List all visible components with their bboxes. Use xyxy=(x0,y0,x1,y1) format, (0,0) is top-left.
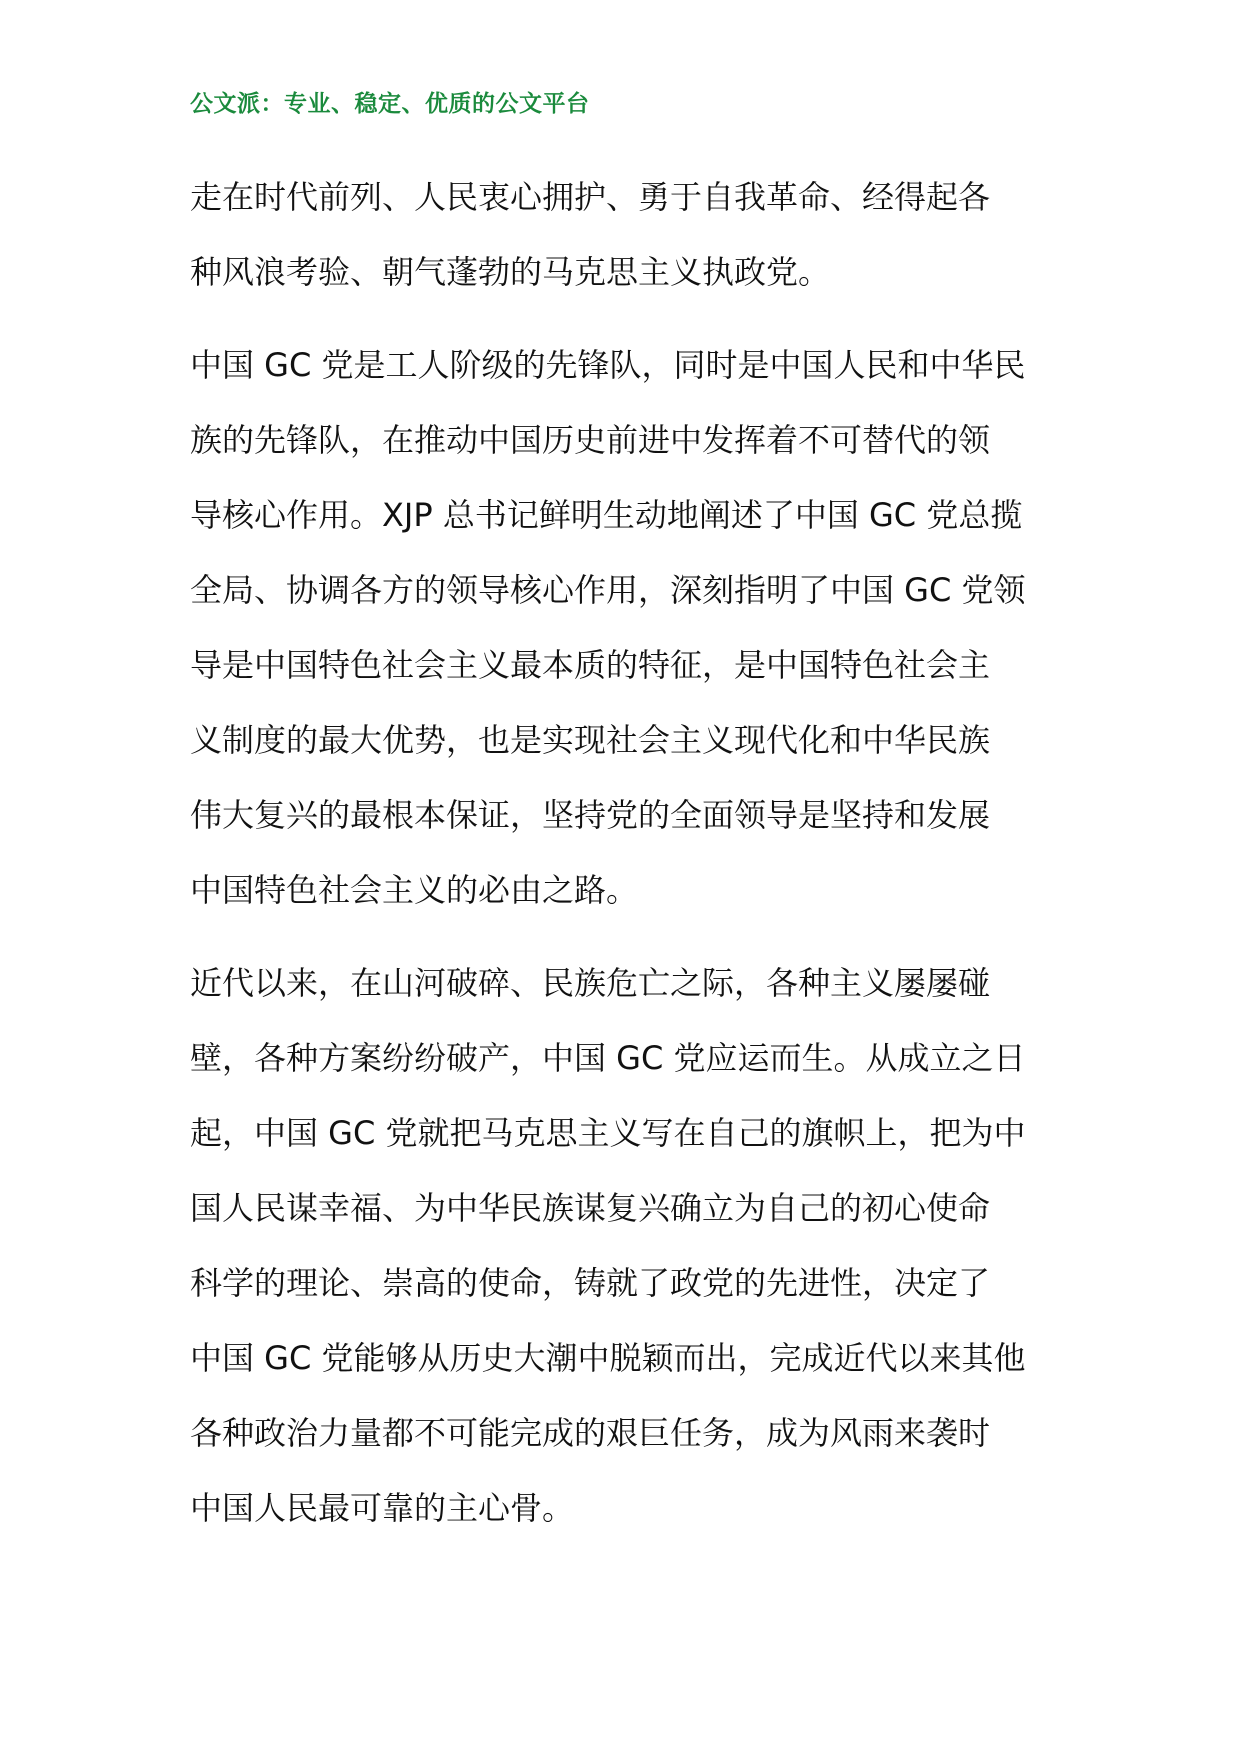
text-line: 走在时代前列、人民衷心拥护、勇于自我革命、经得起各 xyxy=(190,178,991,216)
text-line: 中国 GC 党能够从历史大潮中脱颖而出，完成近代以来其他 xyxy=(190,1339,1026,1377)
text-line: 中国 GC 党是工人阶级的先锋队，同时是中国人民和中华民 xyxy=(190,346,1026,384)
paragraph-2 xyxy=(190,328,1060,928)
text-line: 壁，各种方案纷纷破产，中国 GC 党应运而生。从成立之日 xyxy=(190,1039,1026,1077)
text-line: 导核心作用。XJP 总书记鲜明生动地阐述了中国 GC 党总揽 xyxy=(190,496,1023,534)
text-line: 种风浪考验、朝气蓬勃的马克思主义执政党。 xyxy=(190,253,831,291)
header-title: 公文派：专业、稳定、优质的公文平台 xyxy=(190,90,590,117)
text-line: 全局、协调各方的领导核心作用，深刻指明了中国 GC 党领 xyxy=(190,571,1026,609)
text-line: 伟大复兴的最根本保证，坚持党的全面领导是坚持和发展 xyxy=(190,796,991,834)
text-line: 国人民谋幸福、为中华民族谋复兴确立为自己的初心使命 xyxy=(190,1189,991,1227)
paragraph-1 xyxy=(190,160,1060,310)
text-line: 各种政治力量都不可能完成的艰巨任务，成为风雨来袭时 xyxy=(190,1414,991,1452)
text-line: 族的先锋队，在推动中国历史前进中发挥着不可替代的领 xyxy=(190,421,991,459)
text-line: 科学的理论、崇高的使命，铸就了政党的先进性，决定了 xyxy=(190,1264,991,1302)
text-line: 义制度的最大优势，也是实现社会主义现代化和中华民族 xyxy=(190,721,991,759)
text-line: 中国特色社会主义的必由之路。 xyxy=(190,871,639,909)
document-body xyxy=(190,160,1060,1564)
text-line: 导是中国特色社会主义最本质的特征，是中国特色社会主 xyxy=(190,646,991,684)
text-line: 近代以来，在山河破碎、民族危亡之际，各种主义屡屡碰 xyxy=(190,964,991,1002)
paragraph-3 xyxy=(190,946,1060,1546)
text-line: 中国人民最可靠的主心骨。 xyxy=(190,1489,575,1527)
text-line: 起，中国 GC 党就把马克思主义写在自己的旗帜上，把为中 xyxy=(190,1114,1026,1152)
